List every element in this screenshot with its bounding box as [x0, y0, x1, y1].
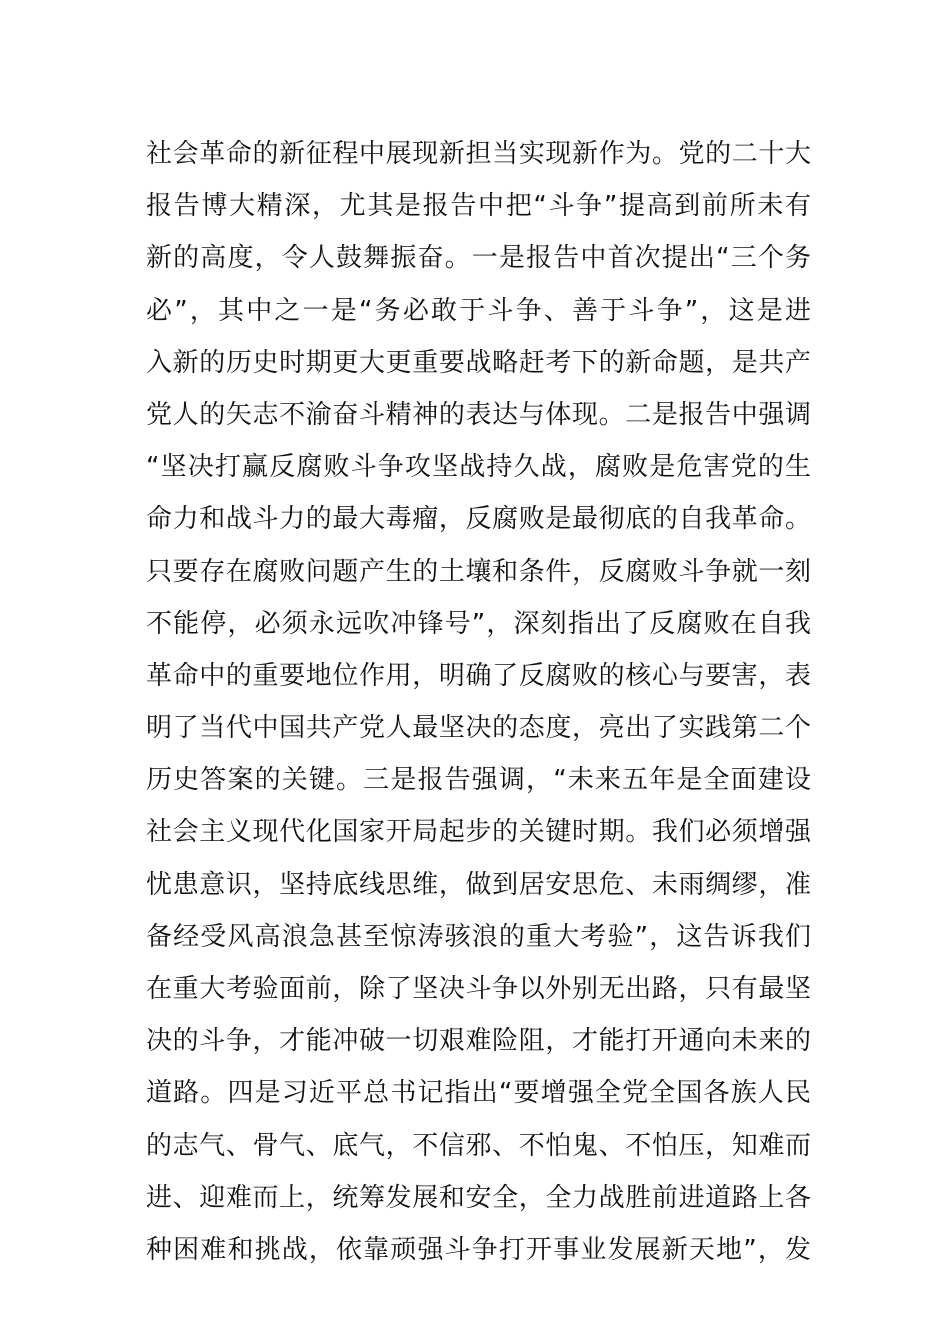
- text-line: 明了当代中国共产党人最坚决的态度，亮出了实践第二个: [146, 713, 811, 744]
- text-line: 历史答案的关键。三是报告强调，“未来五年是全面建设: [146, 765, 811, 796]
- text-line: 报告博大精深，尤其是报告中把“斗争”提高到前所未有: [146, 191, 811, 222]
- body-paragraph: [146, 128, 811, 1276]
- text-line: 不能停，必须永远吹冲锋号”，深刻指出了反腐败在自我: [146, 608, 811, 639]
- text-line: 的志气、骨气、底气，不信邪、不怕鬼、不怕压，知难而: [146, 1130, 811, 1161]
- text-line: 只要存在腐败问题产生的土壤和条件，反腐败斗争就一刻: [146, 556, 811, 587]
- text-line: 决的斗争，才能冲破一切艰难险阻，才能打开通向未来的: [146, 1026, 811, 1057]
- text-line: 进、迎难而上，统筹发展和安全，全力战胜前进道路上各: [146, 1182, 811, 1213]
- text-line: 必”，其中之一是“务必敢于斗争、善于斗争”，这是进: [146, 295, 811, 326]
- text-line: 备经受风高浪急甚至惊涛骇浪的重大考验”，这告诉我们: [146, 921, 811, 952]
- text-line: 道路。四是习近平总书记指出“要增强全党全国各族人民: [146, 1078, 811, 1109]
- text-line: 新的高度，令人鼓舞振奋。一是报告中首次提出“三个务: [146, 243, 811, 274]
- text-line: 种困难和挑战，依靠顽强斗争打开事业发展新天地”，发: [146, 1234, 811, 1265]
- text-line: “坚决打赢反腐败斗争攻坚战持久战，腐败是危害党的生: [146, 452, 811, 483]
- text-line: 忧患意识，坚持底线思维，做到居安思危、未雨绸缪，准: [146, 869, 811, 900]
- text-line: 社会主义现代化国家开局起步的关键时期。我们必须增强: [146, 817, 811, 848]
- text-line: 党人的矢志不渝奋斗精神的表达与体现。二是报告中强调: [146, 399, 811, 430]
- text-line: 命力和战斗力的最大毒瘤，反腐败是最彻底的自我革命。: [146, 504, 811, 535]
- text-line: 革命中的重要地位作用，明确了反腐败的核心与要害，表: [146, 660, 811, 691]
- text-line: 在重大考验面前，除了坚决斗争以外别无出路，只有最坚: [146, 974, 811, 1004]
- text-line: 社会革命的新征程中展现新担当实现新作为。党的二十大: [146, 139, 811, 169]
- text-line: 入新的历史时期更大更重要战略赶考下的新命题，是共产: [146, 347, 811, 378]
